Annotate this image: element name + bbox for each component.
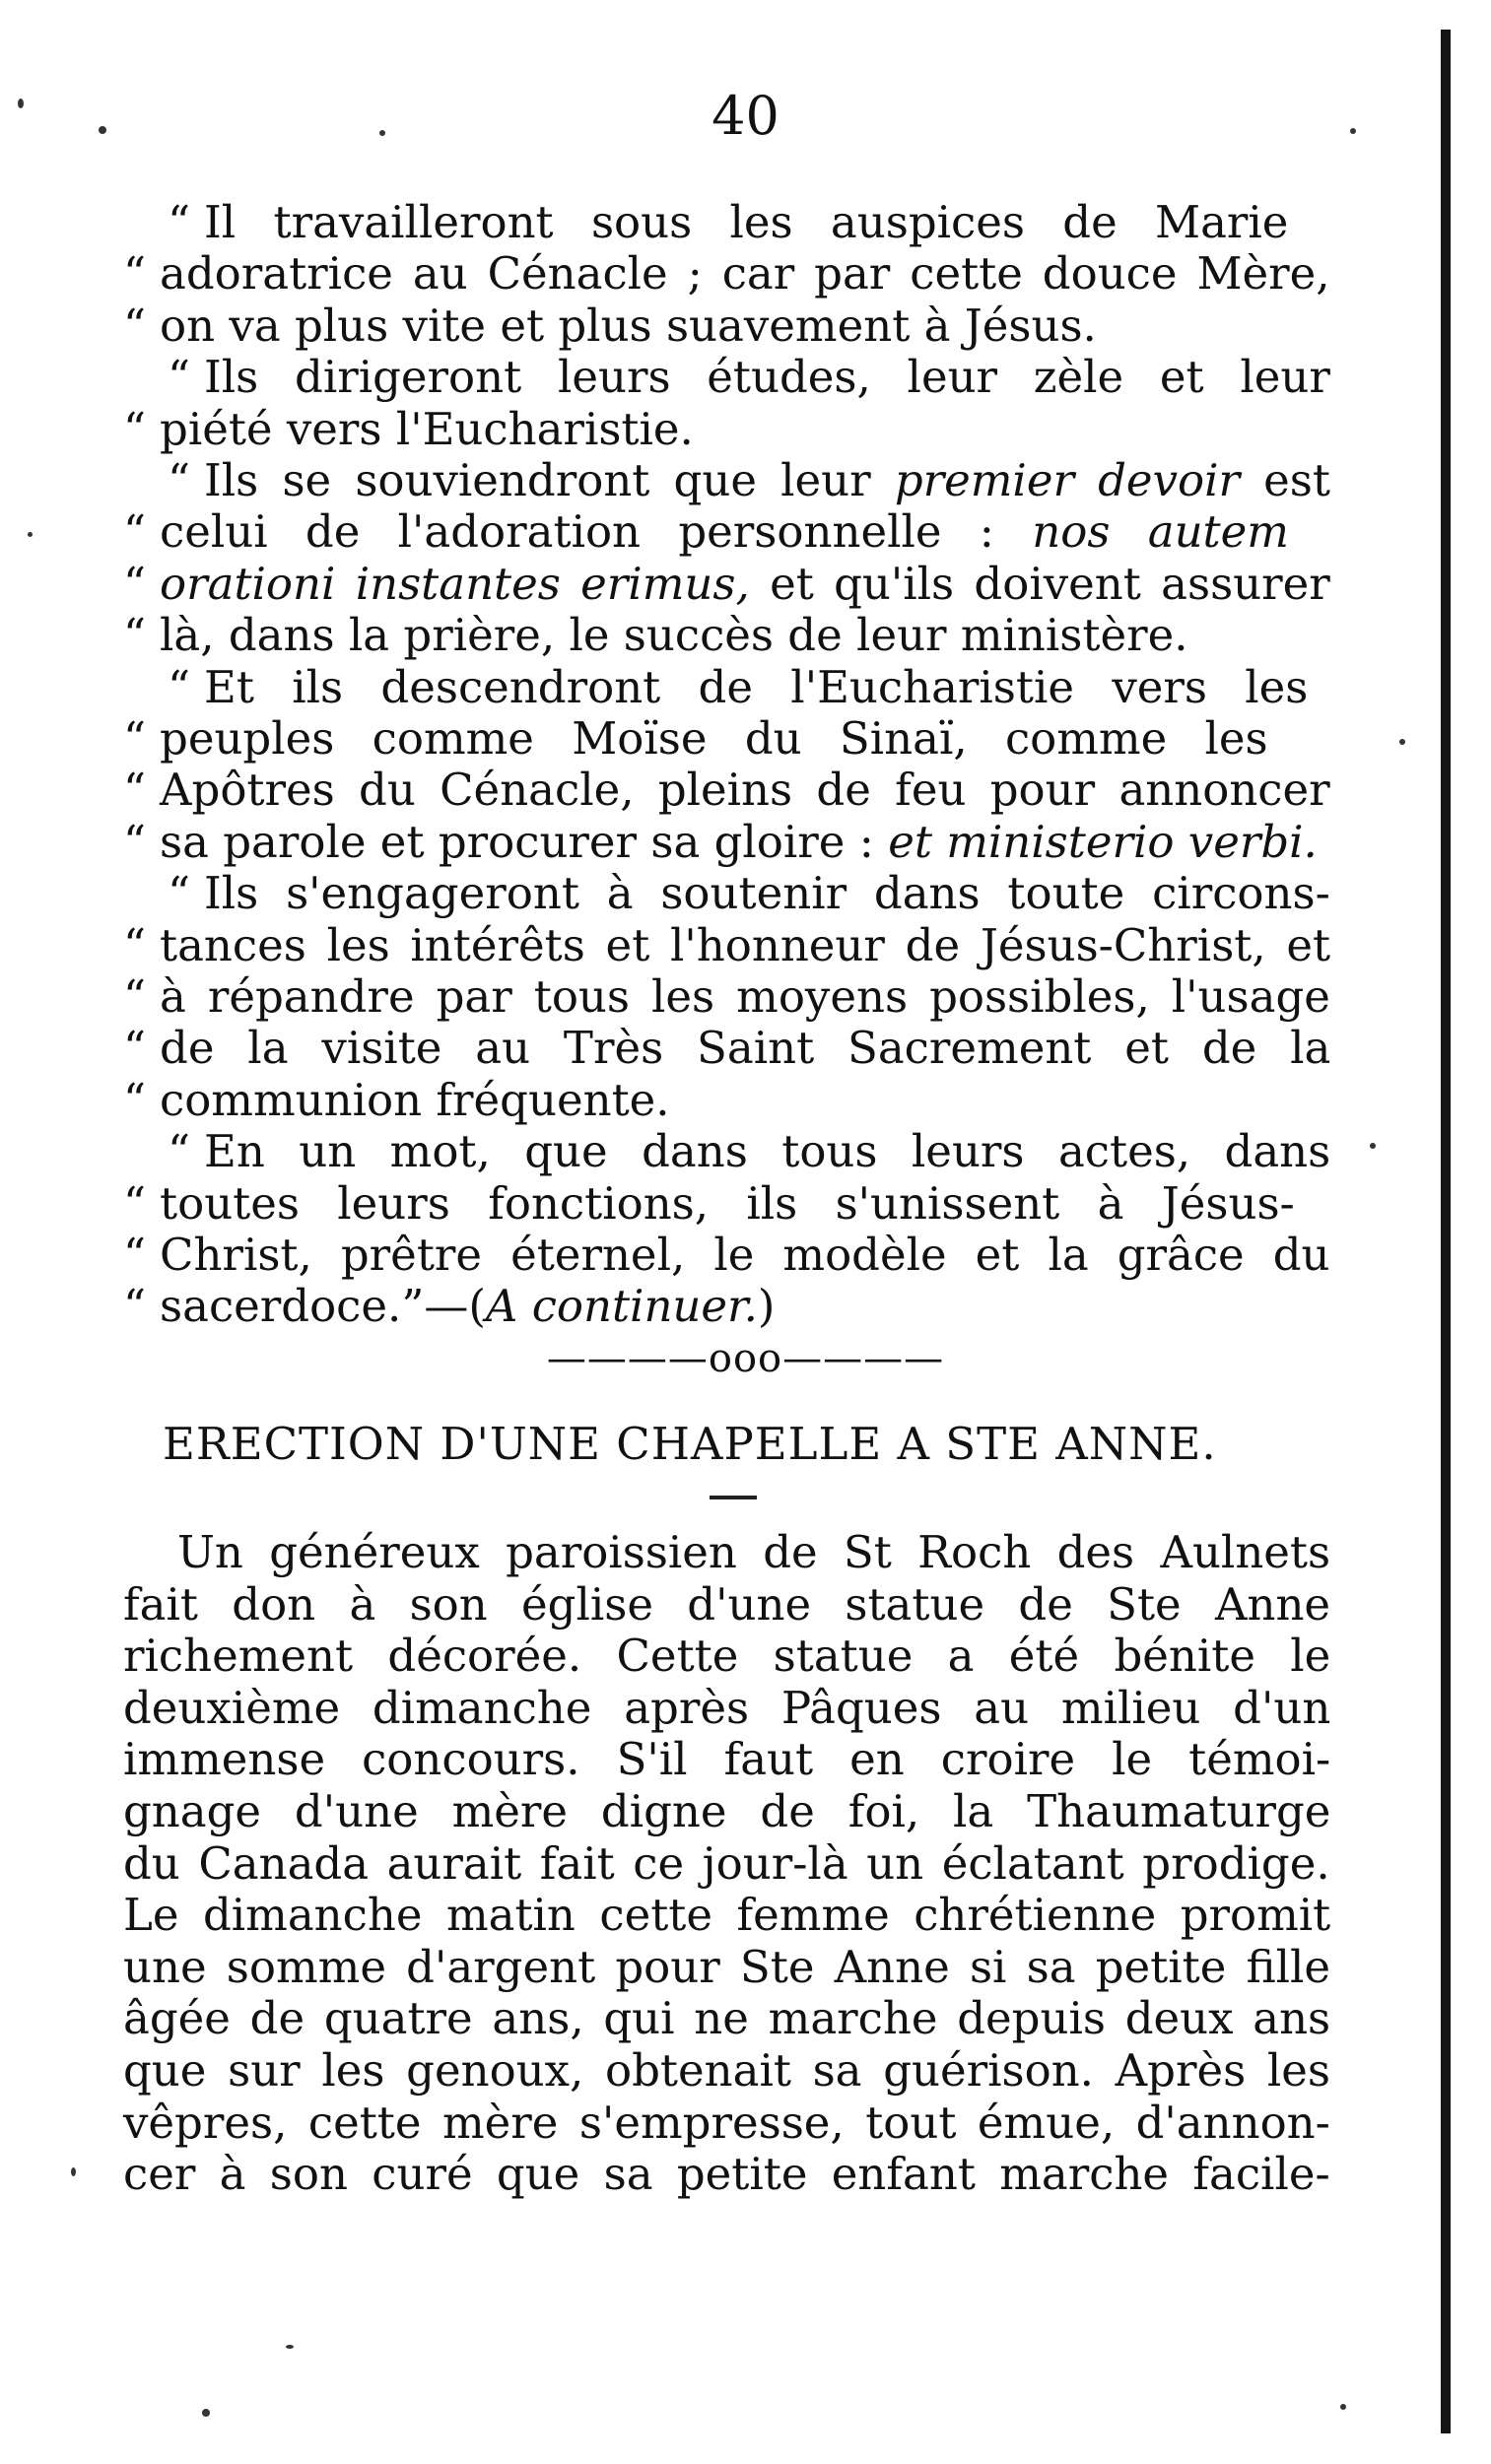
opening-quote: “ — [123, 712, 147, 765]
body-line: fait don à son église d'une statue de Ste Anne — [123, 1577, 1331, 1631]
scan-speck — [379, 130, 385, 136]
body-line: vêpres, cette mère s'empresse, tout émue, d'annon- — [123, 2096, 1330, 2149]
opening-quote: “ — [168, 867, 191, 920]
opening-quote: “ — [123, 1176, 147, 1230]
opening-quote: “ — [123, 247, 147, 300]
body-line: richement décorée. Cette statue a été bénite le — [123, 1630, 1331, 1683]
opening-quote: “ — [168, 196, 191, 248]
scan-speck — [1399, 739, 1405, 745]
line-text: communion fréquente. — [160, 1073, 670, 1126]
page-number: 40 — [712, 85, 779, 147]
quoted-line — [123, 713, 1268, 765]
quoted-line — [123, 920, 1330, 971]
body-line: cer à son curé que sa petite enfant marche facile- — [123, 2148, 1330, 2201]
line-text: adoratrice au Cénacle ; car par cette douce Mère, — [160, 247, 1330, 300]
line-text-after: ) — [757, 1280, 776, 1333]
italic-text: et ministerio verbi. — [888, 815, 1318, 868]
body-line: Un généreux paroissien de St Roch des Aulnets — [177, 1526, 1331, 1578]
quoted-line — [168, 1126, 1330, 1177]
italic-text: orationi instantes erimus, — [160, 557, 750, 610]
opening-quote: “ — [168, 660, 191, 713]
opening-quote: “ — [123, 764, 147, 817]
line-text-after: est — [1239, 454, 1330, 506]
article-heading: ERECTION D'UNE CHAPELLE A STE ANNE. — [163, 1418, 1217, 1470]
body-line: deuxième dimanche après Pâques au milieu d'un — [123, 1681, 1331, 1734]
opening-quote: “ — [123, 402, 147, 455]
quoted-line — [123, 610, 1188, 661]
line-text: à répandre par tous les moyens possibles, l'usage — [160, 970, 1330, 1023]
scan-speck — [71, 2167, 76, 2176]
line-text: En un mot, que dans tous leurs actes, dans — [204, 1125, 1331, 1178]
line-text: peuples comme Moïse du Sinaï, comme les — [160, 712, 1268, 765]
opening-quote: “ — [123, 1022, 147, 1075]
line-text: Ils dirigeront leurs études, leur zèle et leur — [204, 351, 1330, 404]
line-text: piété vers l'Eucharistie. — [160, 402, 694, 455]
body-line: une somme d'argent pour Ste Anne si sa petite fille — [123, 1940, 1330, 1993]
line-text: Il travailleront sous les auspices de Marie — [204, 196, 1289, 248]
quoted-line — [168, 868, 1330, 919]
body-line: que sur les genoux, obtenait sa guérison. Après les — [123, 2044, 1331, 2097]
scan-speck — [1350, 128, 1356, 134]
quoted-line — [123, 1230, 1330, 1281]
body-line: Le dimanche matin cette femme chrétienne promit — [123, 1889, 1331, 1942]
opening-quote: “ — [123, 815, 147, 868]
scan-speck — [1370, 1143, 1376, 1149]
italic-text: A continuer. — [485, 1280, 758, 1333]
opening-quote: “ — [168, 1125, 191, 1178]
quoted-line — [123, 1178, 1295, 1230]
line-text: Et ils descendront de l'Eucharistie vers les — [204, 660, 1309, 713]
body-line: âgée de quatre ans, qui ne marche depuis deux ans — [123, 1992, 1331, 2045]
section-separator: ————ooo———— — [546, 1336, 945, 1381]
line-text: sacerdoce.”—( — [160, 1280, 486, 1333]
heading-dash — [710, 1496, 757, 1499]
opening-quote: “ — [123, 1229, 147, 1281]
body-line: du Canada aurait fait ce jour-là un éclatant prodige. — [123, 1836, 1330, 1890]
line-text: on va plus vite et plus suavement à Jésus. — [160, 299, 1097, 352]
quoted-line — [168, 662, 1308, 713]
quoted-line — [123, 506, 1289, 558]
body-line: gnage d'une mère digne de foi, la Thaumaturge — [123, 1785, 1331, 1837]
opening-quote: “ — [168, 454, 191, 506]
scan-speck — [202, 2409, 210, 2417]
line-text: de la visite au Très Saint Sacrement et de la — [160, 1022, 1331, 1075]
quoted-line — [123, 404, 694, 455]
opening-quote: “ — [123, 609, 147, 662]
line-text-after: et qu'ils doivent assurer — [749, 557, 1330, 610]
quoted-line — [123, 765, 1330, 816]
opening-quote: “ — [168, 351, 191, 404]
scan-speck — [99, 126, 106, 134]
opening-quote: “ — [123, 505, 147, 559]
line-text: celui de l'adoration personnelle : — [160, 505, 1033, 559]
scan-speck — [28, 532, 33, 537]
quoted-line — [123, 248, 1330, 300]
opening-quote: “ — [123, 918, 147, 971]
quoted-line — [123, 817, 1318, 868]
opening-quote: “ — [123, 1073, 147, 1126]
line-text: Christ, prêtre éternel, le modèle et la grâce du — [160, 1229, 1330, 1281]
opening-quote: “ — [123, 970, 147, 1023]
quoted-line — [123, 559, 1330, 610]
quoted-line — [168, 352, 1330, 403]
line-text: Ils se souviendront que leur — [204, 454, 895, 506]
quoted-line — [123, 1075, 670, 1126]
scan-speck — [286, 2345, 294, 2349]
body-line: immense concours. S'il faut en croire le témoi- — [123, 1733, 1331, 1786]
quoted-line — [123, 1281, 775, 1332]
line-text: Apôtres du Cénacle, pleins de feu pour annoncer — [160, 764, 1330, 817]
quoted-line — [123, 971, 1330, 1023]
opening-quote: “ — [123, 1280, 147, 1333]
scan-speck — [18, 99, 24, 108]
italic-text: premier devoir — [894, 454, 1240, 506]
scan-speck — [1340, 2404, 1346, 2410]
page-edge-rule — [1441, 30, 1451, 2433]
quoted-line — [123, 1023, 1330, 1074]
opening-quote: “ — [123, 299, 147, 352]
opening-quote: “ — [123, 557, 147, 610]
line-text: Ils s'engageront à soutenir dans toute circons- — [204, 867, 1330, 920]
line-text: sa parole et procurer sa gloire : — [160, 815, 889, 868]
line-text: toutes leurs fonctions, ils s'unissent à Jésus- — [160, 1176, 1295, 1230]
quoted-line — [123, 300, 1097, 352]
quoted-line — [168, 197, 1288, 248]
line-text: tances les intérêts et l'honneur de Jésus-Christ, et — [160, 918, 1331, 971]
line-text: là, dans la prière, le succès de leur ministère. — [160, 609, 1188, 662]
quoted-line — [168, 455, 1330, 506]
italic-text: nos autem — [1032, 505, 1289, 559]
